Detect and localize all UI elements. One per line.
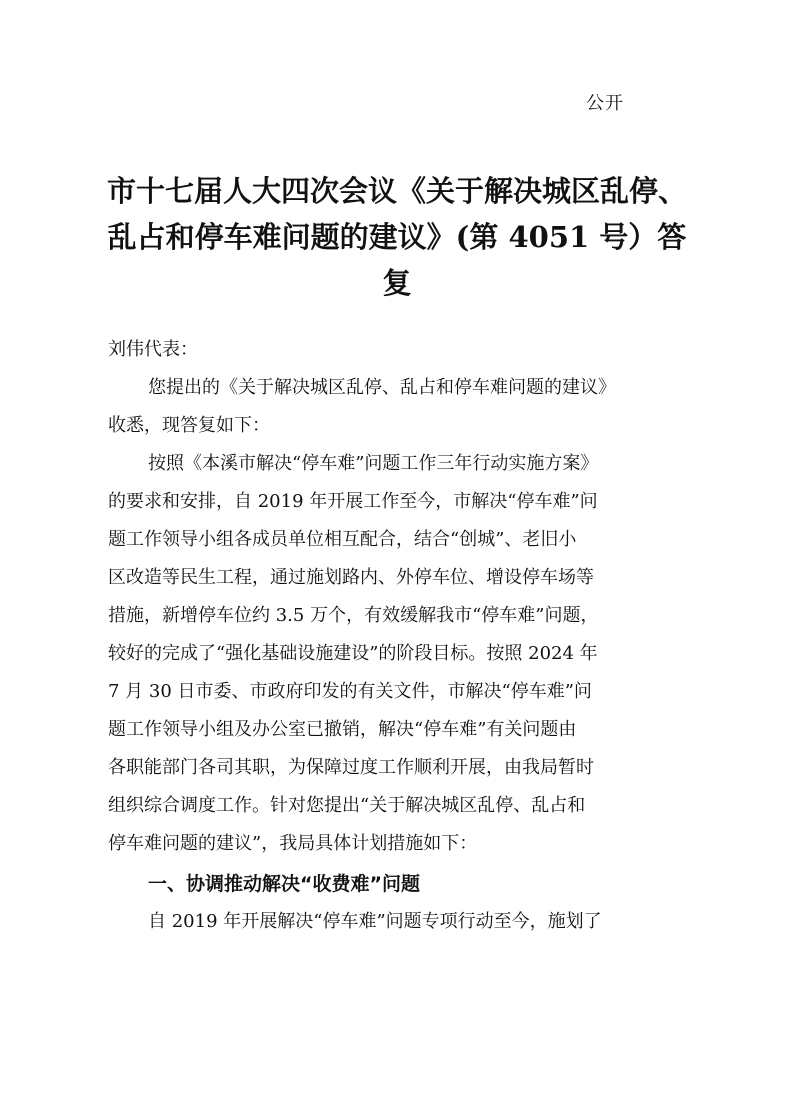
classification-label: 公开	[586, 93, 624, 114]
title-line: 乱占和停车难问题的建议》(第 4051 号）答	[107, 220, 687, 254]
paragraph-line: 题工作领导小组各成员单位相互配合，结合“创城”、老旧小	[108, 529, 577, 550]
salutation: 刘伟代表：	[108, 339, 198, 360]
paragraph-line: 组织综合调度工作。针对您提出“关于解决城区乱停、乱占和	[108, 795, 586, 816]
paragraph-line: 按照《本溪市解决“停车难”问题工作三年行动实施方案》	[148, 453, 599, 474]
paragraph-line: 的要求和安排，自 2019 年开展工作至今，市解决“停车难”问	[108, 491, 598, 512]
paragraph-line: 较好的完成了“强化基础设施建设”的阶段目标。按照 2024 年	[108, 643, 598, 664]
paragraph-line: 区改造等民生工程，通过施划路内、外停车位、增设停车场等	[108, 567, 594, 588]
title-line: 市十七届人大四次会议《关于解决城区乱停、	[106, 174, 687, 208]
section-heading: 一、协调推动解决“收费难”问题	[148, 873, 420, 895]
title-line: 复	[382, 266, 412, 300]
paragraph-line: 停车难问题的建议”，我局具体计划措施如下：	[108, 833, 478, 854]
paragraph-line: 题工作领导小组及办公室已撤销，解决“停车难”有关问题由	[108, 719, 577, 740]
paragraph-line: 7 月 30 日市委、市政府印发的有关文件，市解决“停车难”问	[108, 681, 592, 702]
paragraph-line: 收悉，现答复如下：	[108, 415, 270, 436]
paragraph-line: 各职能部门各司其职，为保障过度工作顺利开展，由我局暂时	[108, 757, 594, 778]
paragraph-line: 措施，新增停车位约 3.5 万个，有效缓解我市“停车难”问题，	[108, 605, 599, 626]
paragraph-line: 自 2019 年开展解决“停车难”问题专项行动至今，施划了	[148, 911, 602, 932]
paragraph-line: 您提出的《关于解决城区乱停、乱占和停车难问题的建议》	[148, 377, 616, 398]
document-title	[100, 168, 694, 306]
